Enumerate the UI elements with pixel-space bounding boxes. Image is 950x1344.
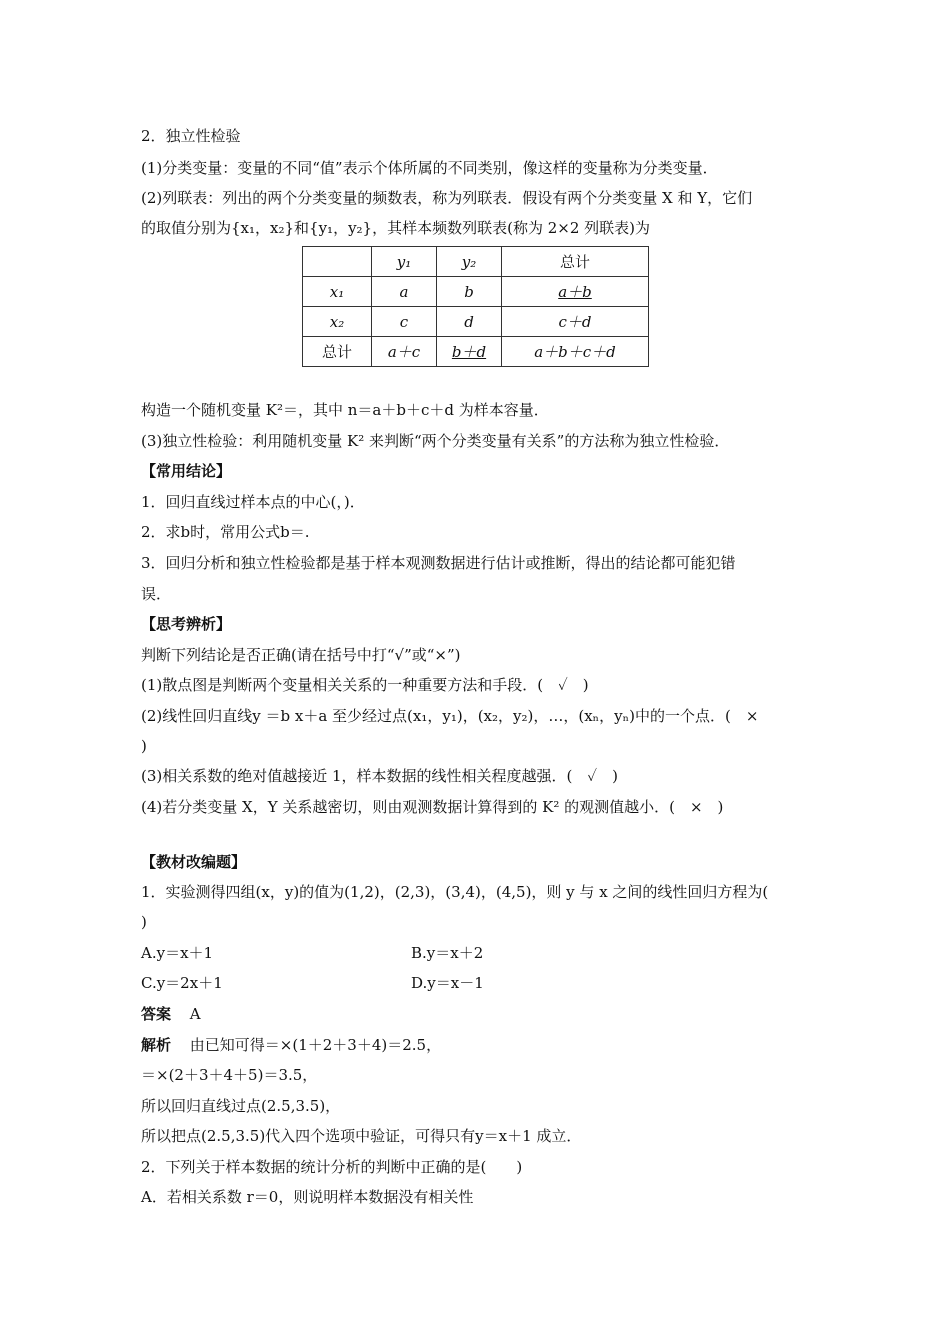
heading-common-conclusions: 【常用结论】 bbox=[141, 462, 232, 480]
table-cell: b bbox=[437, 277, 502, 307]
table-cell: c＋d bbox=[502, 307, 649, 337]
paragraph-independence-test: (3)独立性检验：利用随机变量 K² 来判断“两个分类变量有关系”的方法称为独立性检验． bbox=[141, 432, 730, 450]
section-title-independence-test: 2．独立性检验 bbox=[141, 127, 241, 145]
paragraph-random-variable: 构造一个随机变量 K²＝，其中 n＝a＋b＋c＋d 为样本容量． bbox=[141, 401, 549, 419]
conclusion-3-line-1: 3．回归分析和独立性检验都是基于样本观测数据进行估计或推断，得出的结论都可能犯错 bbox=[141, 554, 736, 572]
option-d: D.y＝x－1 bbox=[411, 974, 484, 992]
contingency-table bbox=[302, 246, 649, 367]
option-c: C.y＝2x＋1 bbox=[141, 974, 223, 992]
table-cell: x₁ bbox=[303, 277, 372, 307]
table-cell bbox=[303, 247, 372, 277]
thinking-question-2-line-2: ) bbox=[141, 737, 147, 755]
table-cell: b＋d bbox=[437, 337, 502, 367]
table-cell: a＋b bbox=[502, 277, 649, 307]
table-row bbox=[303, 307, 649, 337]
solution-label: 解析 bbox=[141, 1036, 172, 1054]
table-row bbox=[303, 277, 649, 307]
table-cell: y₁ bbox=[372, 247, 437, 277]
paragraph-contingency-table-2: 的取值分别为{x₁，x₂}和{y₁，y₂}，其样本频数列联表(称为 2×2 列联表)为 bbox=[141, 219, 650, 237]
option-a: A.y＝x＋1 bbox=[141, 944, 214, 962]
table-cell: y₂ bbox=[437, 247, 502, 277]
option-b: B.y＝x＋2 bbox=[411, 944, 484, 962]
problem-2-option-a: A．若相关系数 r＝0，则说明样本数据没有相关性 bbox=[141, 1188, 474, 1206]
answer-value: A bbox=[189, 1005, 201, 1023]
paragraph-categorical-variable: (1)分类变量：变量的不同“值”表示个体所属的不同类别，像这样的变量称为分类变量． bbox=[141, 159, 718, 177]
solution-line-1: 由已知可得＝×(1＋2＋3＋4)＝2.5， bbox=[189, 1036, 442, 1054]
problem-1-line-1: 1．实验测得四组(x，y)的值为(1,2)，(2,3)，(3,4)，(4,5)，则 y 与 x 之间的线性回归方程为( bbox=[141, 883, 769, 901]
problem-1-line-2: ) bbox=[141, 913, 147, 931]
table-cell: a bbox=[372, 277, 437, 307]
thinking-question-4: (4)若分类变量 X，Y 关系越密切，则由观测数据计算得到的 K² 的观测值越小．( × ) bbox=[141, 798, 724, 816]
solution-line-3: 所以回归直线过点(2.5,3.5)， bbox=[141, 1097, 341, 1115]
table-cell: x₂ bbox=[303, 307, 372, 337]
solution-line-4: 所以把点(2.5,3.5)代入四个选项中验证，可得只有y＝x＋1 成立． bbox=[141, 1127, 582, 1145]
paragraph-contingency-table-1: (2)列联表：列出的两个分类变量的频数表，称为列联表．假设有两个分类变量 X 和 Y，它们 bbox=[141, 189, 753, 207]
answer-row bbox=[141, 1004, 201, 1024]
conclusion-3-line-2: 误． bbox=[141, 585, 172, 603]
table-cell: d bbox=[437, 307, 502, 337]
thinking-intro: 判断下列结论是否正确(请在括号中打“√”或“×”) bbox=[141, 646, 461, 664]
table-row bbox=[303, 337, 649, 367]
thinking-question-1: (1)散点图是判断两个变量相关关系的一种重要方法和手段．( ✓ ) bbox=[141, 676, 589, 694]
answer-label: 答案 bbox=[141, 1005, 172, 1023]
table-cell: 总计 bbox=[502, 247, 649, 277]
conclusion-2: 2．求b时，常用公式b＝. bbox=[141, 523, 310, 541]
problem-2: 2．下列关于样本数据的统计分析的判断中正确的是( ) bbox=[141, 1158, 523, 1176]
table-cell: c bbox=[372, 307, 437, 337]
thinking-question-2-line-1: (2)线性回归直线y ＝b x＋a 至少经过点(x₁，y₁)，(x₂，y₂)，…，(xₙ，yₙ)中的一个点．( × bbox=[141, 707, 759, 725]
table-cell: a＋c bbox=[372, 337, 437, 367]
thinking-question-3: (3)相关系数的绝对值越接近 1，样本数据的线性相关程度越强．( ✓ ) bbox=[141, 767, 618, 785]
table-cell: 总计 bbox=[303, 337, 372, 367]
table-header-row bbox=[303, 247, 649, 277]
solution-row bbox=[141, 1035, 441, 1055]
table-cell: a＋b＋c＋d bbox=[502, 337, 649, 367]
heading-textbook-problems: 【教材改编题】 bbox=[141, 853, 247, 871]
conclusion-1: 1．回归直线过样本点的中心(，)． bbox=[141, 493, 365, 511]
heading-thinking-analysis: 【思考辨析】 bbox=[141, 615, 232, 633]
solution-line-2: ＝×(2＋3＋4＋5)＝3.5， bbox=[141, 1066, 318, 1084]
